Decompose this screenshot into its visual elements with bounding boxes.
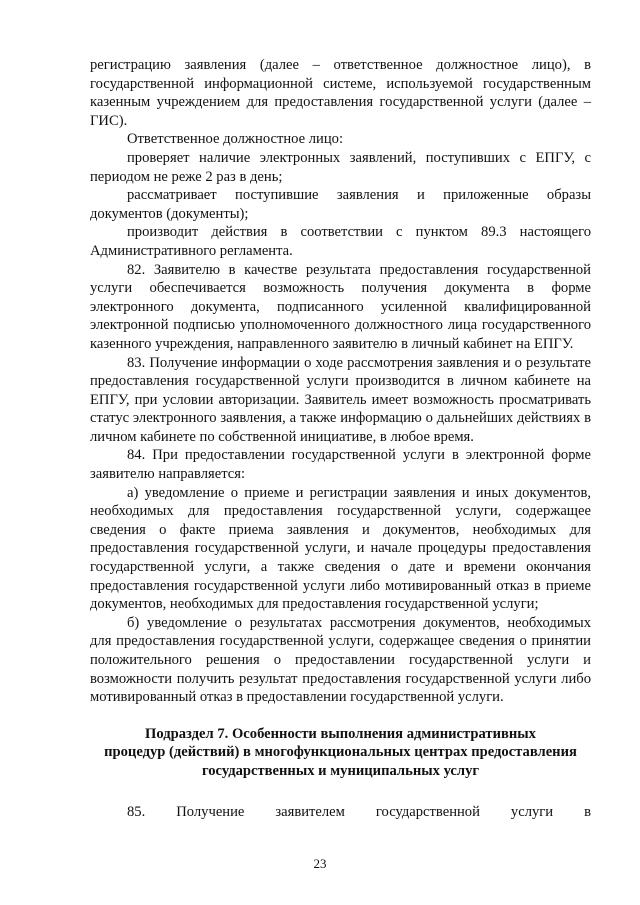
paragraph-performs: производит действия в соответствии с пунктом 89.3 настоящего Административного регламента. <box>90 224 591 259</box>
paragraph-responsible-person: Ответственное должностное лицо: <box>127 131 343 148</box>
paragraph-84: 84. При предоставлении государственной услуги в электронной форме заявителю направляется: <box>90 447 591 483</box>
page-number: 23 <box>313 856 327 871</box>
paragraph-85-first-line <box>90 803 591 822</box>
heading-line-3: государственных и муниципальных услуг <box>201 762 480 779</box>
paragraph-continuation: регистрацию заявления (далее – ответственное должностное лицо), в государственной информационной системе, используемой государственным казенным учреждением для предоставления государственной услуги (далее – ГИС). <box>90 57 591 129</box>
word: услуги <box>510 803 554 820</box>
paragraph-82: 82. Заявителю в качестве результата предоставления государственной услуги обеспечивается возможность получения документа в форме электронного документа, подписанного усиленной квалифицированной электронной подписью уполномоченного должностного лица государственного казенного учреждения, направленного заявителю в личный кабинет на ЕПГУ. <box>90 261 591 352</box>
word: Получение <box>176 803 245 820</box>
paragraph-83: 83. Получение информации о ходе рассмотрения заявления и о результате предоставления государственной услуги производится в личном кабинете на ЕПГУ, при условии авторизации. Заявитель имеет возможность просматривать статус электронного заявления, а также информацию о дальнейших действиях в личном кабинете по собственной инициативе, в любое время. <box>90 354 591 445</box>
page-content <box>90 56 591 821</box>
word: государственной <box>375 803 480 820</box>
heading-line-1: Подраздел 7. Особенности выполнения административных <box>145 725 536 742</box>
paragraph-checks: проверяет наличие электронных заявлений, поступивших с ЕПГУ, с периодом не реже 2 раз в день; <box>90 149 591 185</box>
subsection-heading <box>90 725 591 781</box>
paragraph-84-a: а) уведомление о приеме и регистрации заявления и иных документов, необходимых для предоставления государственной услуги, содержащее сведения о факте приема заявления и документов, необходимых для предоставления государственной услуги, и начале процедуры предоставления государственной услуги, а также сведения о дате и времени окончания предоставления государственной услуги либо мотивированный отказ в приеме документов, необходимых для предоставления государственной услуги; <box>90 484 591 613</box>
heading-line-2: процедур (действий) в многофункциональных центрах предоставления <box>104 744 577 761</box>
paragraph-84-b: б) уведомление о результатах рассмотрения документов, необходимых для предоставления государственной услуги, содержащее сведения о принятии положительного решения о предоставлении государственной услуги и возможности получить результат предоставления государственной услуги либо мотивированный отказ в предоставлении государственной услуги. <box>90 614 591 706</box>
word: 85. <box>127 803 146 820</box>
word: заявителем <box>275 803 345 820</box>
paragraph-reviews: рассматривает поступившие заявления и приложенные образы документов (документы); <box>90 187 591 222</box>
word: в <box>584 803 591 820</box>
